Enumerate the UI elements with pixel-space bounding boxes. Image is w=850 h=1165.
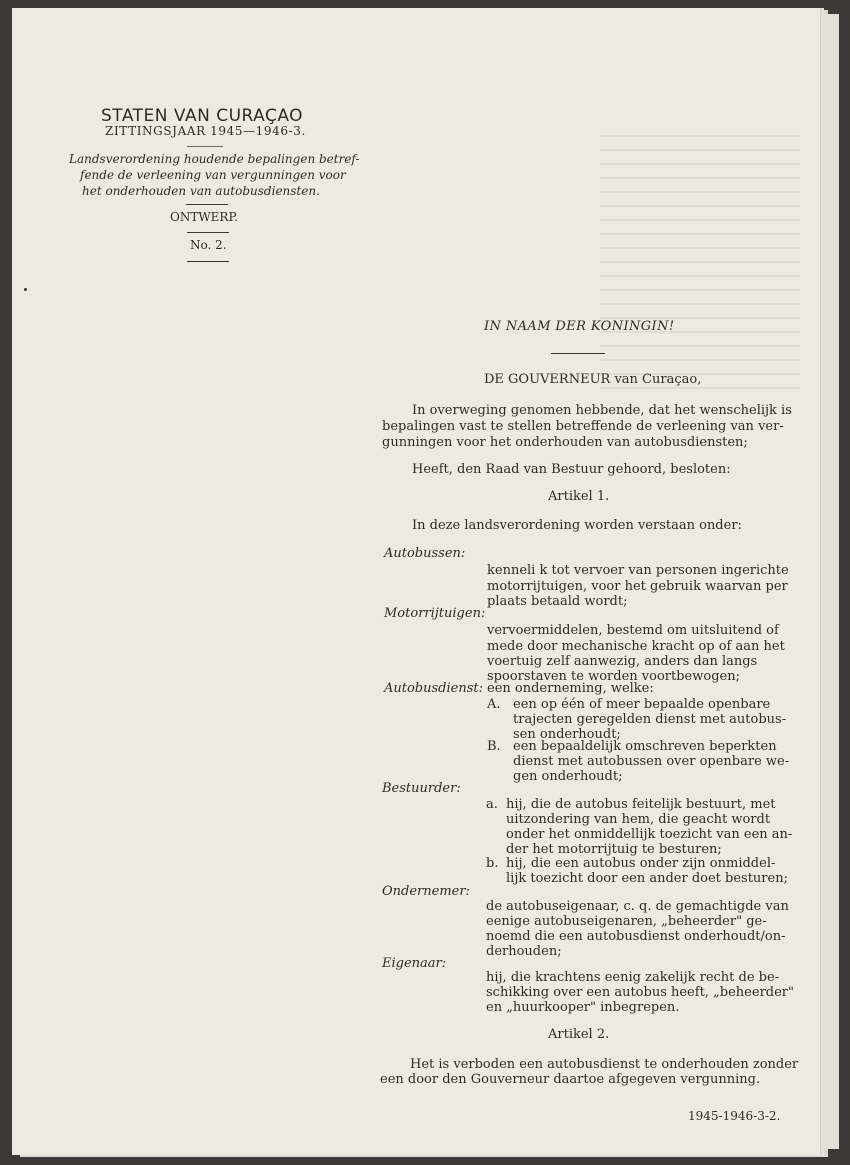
definition-term: Bestuurder: bbox=[382, 781, 461, 796]
definition-line: hij, die krachtens eenig zakelijk recht de be- bbox=[486, 970, 780, 985]
definition-line: een op één of meer bepaalde openbare bbox=[513, 697, 771, 712]
divider bbox=[551, 353, 605, 354]
divider bbox=[187, 261, 229, 262]
definition-line: der het motorrijtuig te besturen; bbox=[506, 842, 722, 857]
definition-term: Ondernemer: bbox=[382, 884, 470, 899]
definition-line: eenige autobuseigenaren, „beheerder" ge- bbox=[486, 914, 767, 929]
definition-line: spoorstaven te worden voortbewogen; bbox=[487, 669, 740, 684]
definition-line: motorrijtuigen, voor het gebruik waarvan per bbox=[487, 579, 788, 594]
definition-line: voertuig zelf aanwezig, anders dan langs bbox=[487, 654, 758, 669]
definition-term: Motorrijtuigen: bbox=[384, 606, 486, 621]
definition-line: dienst met autobussen over openbare we- bbox=[513, 754, 790, 769]
article-2-heading: Artikel 2. bbox=[548, 1027, 610, 1042]
consideration-line: bepalingen vast te stellen betreffende de verleening van ver- bbox=[382, 419, 784, 434]
footer-reference: 1945-1946-3-2. bbox=[688, 1109, 781, 1123]
definition-line: derhouden; bbox=[486, 944, 562, 959]
definition-line: lijk toezicht door een ander doet besturen; bbox=[506, 871, 788, 886]
subject-line: Landsverordening houdende bepalingen betref- bbox=[69, 152, 360, 166]
article-2-line: een door den Gouverneur daartoe afgegeven vergunning. bbox=[380, 1072, 761, 1087]
article-1-intro: In deze landsverordening worden verstaan onder: bbox=[412, 518, 742, 533]
definition-line: mede door mechanische kracht op of aan het bbox=[487, 639, 785, 654]
consideration-line: gunningen voor het onderhouden van autobusdiensten; bbox=[382, 435, 748, 450]
draft-label: ONTWERP. bbox=[170, 210, 238, 224]
page-edge bbox=[820, 14, 839, 1149]
definition-term: Eigenaar: bbox=[382, 956, 447, 971]
definition-term: Autobusdienst: bbox=[384, 681, 483, 696]
definition-line: uitzondering van hem, die geacht wordt bbox=[506, 812, 771, 827]
list-marker: A. bbox=[487, 697, 501, 712]
definition-line: sen onderhoudt; bbox=[513, 727, 621, 742]
list-marker: a. bbox=[486, 797, 498, 812]
definition-line: hij, die de autobus feitelijk bestuurt, met bbox=[506, 797, 776, 812]
session-year: ZITTINGSJAAR 1945—1946-3. bbox=[105, 124, 306, 138]
list-marker: B. bbox=[487, 739, 501, 754]
definition-line: vervoermiddelen, bestemd om uitsluitend of bbox=[487, 623, 779, 638]
divider bbox=[187, 146, 223, 147]
definition-line: en „huurkooper" inbegrepen. bbox=[486, 1000, 680, 1015]
definition-line: noemd die een autobusdienst onderhoudt/on- bbox=[486, 929, 786, 944]
subject-line: het onderhouden van autobusdiensten. bbox=[82, 184, 320, 198]
definition-line: onder het onmiddellijk toezicht van een an- bbox=[506, 827, 793, 842]
divider bbox=[186, 204, 228, 205]
definition-line: een onderneming, welke: bbox=[487, 681, 654, 696]
article-2-line: Het is verboden een autobusdienst te onderhouden zonder bbox=[410, 1057, 799, 1072]
definition-line: schikking over een autobus heeft, „beheerder" bbox=[486, 985, 794, 1000]
definition-line: trajecten geregelden dienst met autobus- bbox=[513, 712, 787, 727]
resolution-line: Heeft, den Raad van Bestuur gehoord, besloten: bbox=[412, 462, 731, 477]
ink-speck bbox=[24, 288, 27, 291]
consideration-line: In overweging genomen hebbende, dat het wenschelijk is bbox=[412, 403, 792, 418]
document-title: STATEN VAN CURAÇAO bbox=[101, 106, 304, 126]
subject-line: fende de verleening van vergunningen voor bbox=[80, 168, 346, 182]
definition-line: de autobuseigenaar, c. q. de gemachtigde van bbox=[486, 899, 789, 914]
governor-line: DE GOUVERNEUR van Curaçao, bbox=[484, 372, 702, 387]
document-number: No. 2. bbox=[190, 238, 227, 252]
article-1-heading: Artikel 1. bbox=[548, 489, 610, 504]
divider bbox=[187, 232, 229, 233]
bleed-through bbox=[600, 135, 800, 395]
definition-line: een bepaaldelijk omschreven beperkten bbox=[513, 739, 777, 754]
invocation: IN NAAM DER KONINGIN! bbox=[484, 319, 675, 334]
definition-term: Autobussen: bbox=[384, 546, 466, 561]
definition-line: kenneli k tot vervoer van personen ingerichte bbox=[487, 563, 789, 578]
definition-line: hij, die een autobus onder zijn onmiddel- bbox=[506, 856, 776, 871]
list-marker: b. bbox=[486, 856, 499, 871]
definition-line: gen onderhoudt; bbox=[513, 769, 623, 784]
definition-line: plaats betaald wordt; bbox=[487, 594, 628, 609]
